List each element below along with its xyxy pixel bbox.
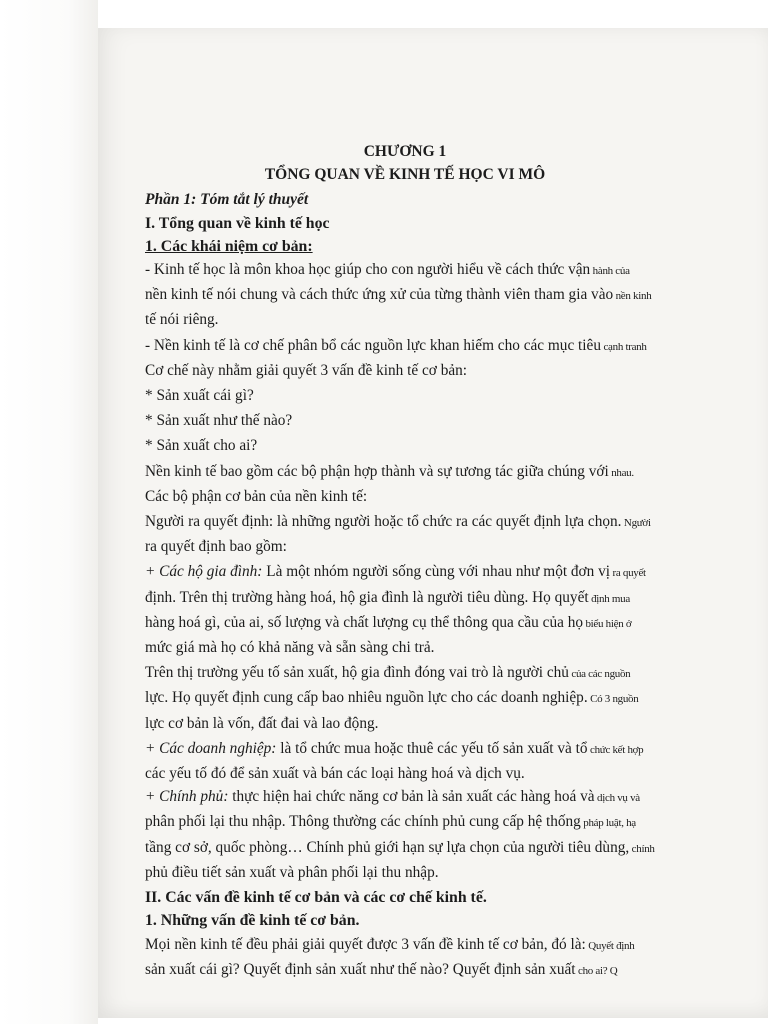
chapter-label: CHƯƠNG 1 xyxy=(363,143,447,160)
subsection-heading-2: 1. Những vấn đề kinh tế cơ bản. xyxy=(145,912,360,930)
text-line: * Sản xuất cái gì? xyxy=(145,387,254,405)
text-line: lực. Họ quyết định cung cấp bao nhiêu nguồn lực cho các doanh nghiệp. Có 3 nguồn xyxy=(145,689,639,707)
text-line: * Sản xuất như thế nào? xyxy=(145,412,293,430)
text-line: Cơ chế này nhằm giải quyết 3 vấn đề kinh tế cơ bản: xyxy=(145,361,468,379)
text-line: phân phối lại thu nhập. Thông thường các chính phủ cung cấp hệ thống pháp luật, hạ xyxy=(145,813,636,831)
text-line: * Sản xuất cho ai? xyxy=(145,437,258,455)
business-line: + Các doanh nghiệp: là tổ chức mua hoặc thuê các yếu tố sản xuất và tổ chức kết hợp xyxy=(145,739,644,757)
text-line: Người ra quyết định: là những người hoặc tổ chức ra các quyết định lựa chọn. Người xyxy=(145,513,651,531)
text-line: Nền kinh tế bao gồm các bộ phận hợp thành và sự tương tác giữa chúng với nhau. xyxy=(145,462,634,480)
text-line: mức giá mà họ có khả năng và sẵn sàng chi trả. xyxy=(145,639,435,657)
document-body xyxy=(145,140,655,983)
text-line: tế nói riêng. xyxy=(145,311,219,329)
part-heading: Phần 1: Tóm tắt lý thuyết xyxy=(145,191,309,209)
text-line: ra quyết định bao gồm: xyxy=(145,538,287,556)
text-line: hàng hoá gì, của ai, số lượng và chất lượng cụ thể thông qua cầu của họ biểu hiện ở xyxy=(145,613,632,631)
text-line: Các bộ phận cơ bản của nền kinh tế: xyxy=(145,487,368,505)
government-line: + Chính phủ: thực hiện hai chức năng cơ bản là sản xuất các hàng hoá và dịch vụ và xyxy=(145,788,640,806)
text-line: các yếu tố đó để sản xuất và bán các loại hàng hoá và dịch vụ. xyxy=(145,765,525,783)
scan-margin xyxy=(0,0,98,1024)
household-line: + Các hộ gia đình: Là một nhóm người sống cùng với nhau như một đơn vị ra quyết xyxy=(145,563,646,581)
text-line: sản xuất cái gì? Quyết định sản xuất như thế nào? Quyết định sản xuất cho ai? Q xyxy=(145,960,618,978)
text-line: tầng cơ sở, quốc phòng… Chính phủ giới hạn sự lựa chọn của người tiêu dùng, chính xyxy=(145,838,655,856)
text-line: - Kinh tế học là môn khoa học giúp cho con người hiểu về cách thức vận hành của xyxy=(145,261,630,279)
text-line: - Nền kinh tế là cơ chế phân bổ các nguồn lực khan hiếm cho các mục tiêu cạnh tranh xyxy=(145,336,647,354)
text-line: phủ điều tiết sản xuất và phân phối lại thu nhập. xyxy=(145,863,439,881)
section-heading-2: II. Các vấn đề kinh tế cơ bản và các cơ chế kinh tế. xyxy=(145,889,487,907)
text-line: Trên thị trường yếu tố sản xuất, hộ gia đình đóng vai trò là người chủ của các nguồn xyxy=(145,664,631,682)
text-line: định. Trên thị trường hàng hoá, hộ gia đình là người tiêu dùng. Họ quyết định mua xyxy=(145,588,630,606)
subsection-heading-1: 1. Các khái niệm cơ bản: xyxy=(145,237,313,255)
text-line: lực cơ bản là vốn, đất đai và lao động. xyxy=(145,714,379,732)
section-heading-1: I. Tổng quan về kinh tế học xyxy=(145,214,330,232)
text-line: nền kinh tế nói chung và cách thức ứng xử của từng thành viên tham gia vào nền kinh xyxy=(145,286,652,304)
chapter-title: TỔNG QUAN VỀ KINH TẾ HỌC VI MÔ xyxy=(264,166,546,184)
text-line: Mọi nền kinh tế đều phải giải quyết được 3 vấn đề kinh tế cơ bản, đó là: Quyết định xyxy=(145,935,635,953)
